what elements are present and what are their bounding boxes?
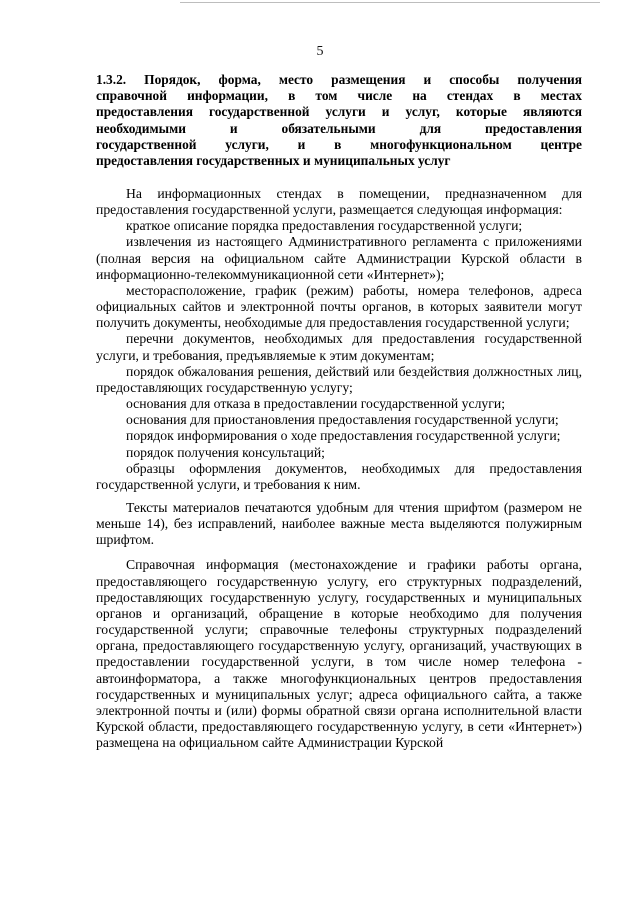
heading-line: предоставления государственных и муниципальных услуг: [96, 153, 451, 169]
heading-line: 1.3.2. Порядок, форма, место размещения и способы получения: [96, 72, 582, 87]
heading-line: справочной информации, в том числе на стендах в местах: [96, 88, 582, 104]
heading-line: государственной услуги, и в многофункциональном центре: [96, 136, 582, 152]
list-item: основания для отказа в предоставлении государственной услуги;: [126, 396, 506, 412]
list-item: порядок получения консультаций;: [126, 444, 325, 460]
document-body: [96, 186, 582, 751]
list-item: перечни документов, необходимых для предоставления государственной услуги, и требования, предъявляемые к этим документам;: [96, 331, 582, 363]
list-item: порядок обжалования решения, действий или бездействия должностных лиц, предоставляющих государственную услугу;: [96, 363, 582, 395]
top-divider: [180, 2, 600, 3]
list-item: извлечения из настоящего Административного регламента с приложениями (полная версия на официальном сайте Администрации Курской области в информационно-телекоммуникационной сети «Интернет»);: [96, 234, 582, 282]
list-item: образцы оформления документов, необходимых для предоставления государственной услуги, и требования к ним.: [96, 460, 582, 492]
paragraph-intro: На информационных стендах в помещении, предназначенном для предоставления государственной услуги, размещается следующая информация:: [96, 186, 582, 218]
page-number: 5: [316, 44, 324, 59]
heading-line: необходимыми и обязательными для предоставления: [96, 120, 582, 136]
heading-line: предоставления государственной услуги и услуг, которые являются: [96, 104, 582, 120]
list-item: основания для приостановления предоставления государственной услуги;: [126, 412, 559, 428]
section-heading: [96, 72, 582, 169]
list-item: месторасположение, график (режим) работы, номера телефонов, адреса официальных сайтов и электронной почты органов, в которых заявители могут получить документы, необходимые для предоставления государственной услуги;: [96, 282, 582, 331]
paragraph-font-requirements: Тексты материалов печатаются удобным для чтения шрифтом (размером не меньше 14), без исправлений, наиболее важные места выделяются полужирным шрифтом.: [96, 499, 582, 548]
paragraph-reference-info: Справочная информация (местонахождение и графики работы органа, предоставляющего государственную услугу, его структурных подразделений, предоставляющих государственную услугу, государственных и муниципальных органов и организаций, обращение в которые необходимо для получения государственной услуги; справочные телефоны структурных подразделений органа, предоставляющего государственную услугу, организаций, участвующих в предоставлении государственной услуги, в том числе номер телефона - автоинформатора, а также многофункциональных центров предоставления государственных и муниципальных услуг; адреса официального сайта, а также электронной почты и (или) формы обратной связи органа исполнительной власти Курской области, предоставляющего государственную услугу, в сети «Интернет») размещена на официальном сайте Администрации Курской: [96, 557, 582, 751]
list-item: порядок информирования о ходе предоставления государственной услуги;: [126, 428, 561, 444]
list-item: краткое описание порядка предоставления государственной услуги;: [126, 218, 523, 234]
